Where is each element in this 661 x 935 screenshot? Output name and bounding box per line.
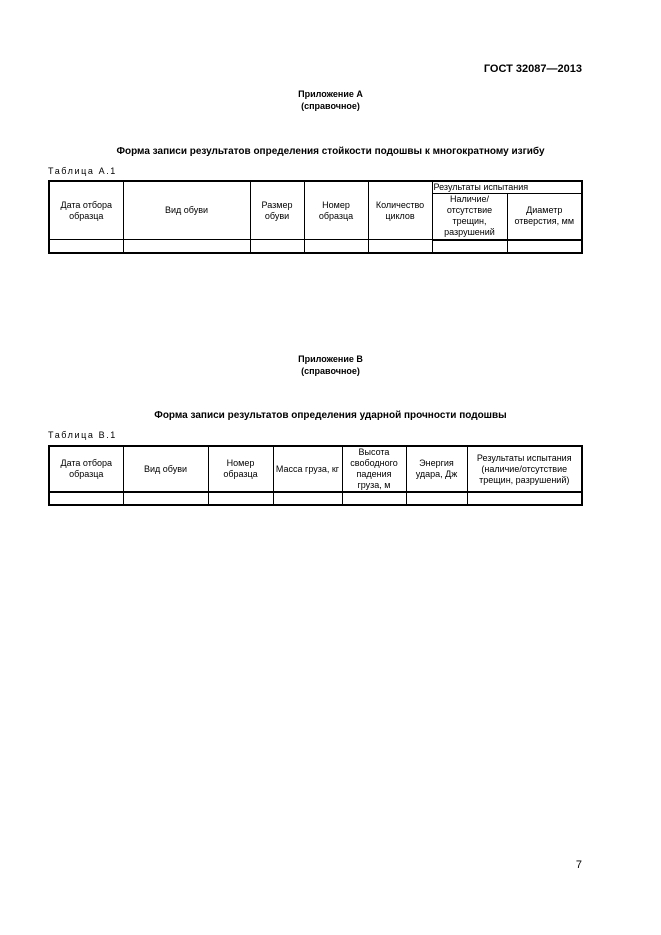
table-a1-caption: Таблица А.1 [48, 166, 117, 176]
table-b1-caption: Таблица В.1 [48, 430, 117, 440]
appendix-b-note: (справочное) [301, 366, 360, 376]
col-a-cycles: Количество циклов [368, 181, 432, 240]
appendix-a-title: Приложение А [298, 89, 363, 99]
col-a-diameter: Диаметр отверстия, мм [507, 194, 582, 240]
table-a1-empty-row [49, 240, 582, 253]
col-b-results: Результаты испытания (наличие/отсутствие трещин, разрушений) [467, 446, 582, 492]
col-b-energy: Энергия удара, Дж [406, 446, 467, 492]
appendix-b-title: Приложение В [298, 354, 363, 364]
col-b-number: Номер образца [208, 446, 273, 492]
col-b-type: Вид обуви [123, 446, 208, 492]
col-a-cracks: Наличие/ отсутствие трещин, разрушений [432, 194, 507, 240]
col-b-date: Дата отбора образца [49, 446, 123, 492]
table-b1-empty-row [49, 492, 582, 505]
col-a-date: Дата отбора образца [49, 181, 123, 240]
appendix-a-heading [0, 88, 661, 112]
col-a-type: Вид обуви [123, 181, 250, 240]
col-a-results-group: Результаты испытания [432, 181, 582, 194]
appendix-b-heading [0, 353, 661, 377]
page-number: 7 [575, 859, 582, 871]
col-b-mass: Масса груза, кг [273, 446, 342, 492]
col-a-number: Номер образца [304, 181, 368, 240]
standard-number: ГОСТ 32087—2013 [483, 63, 582, 75]
appendix-a-form-title: Форма записи результатов определения стойкости подошвы к многократному изгибу [116, 146, 545, 157]
col-b-height: Высота свободного падения груза, м [342, 446, 406, 492]
col-a-size: Размер обуви [250, 181, 304, 240]
appendix-b-form-title: Форма записи результатов определения ударной прочности подошвы [154, 410, 507, 421]
appendix-a-note: (справочное) [301, 101, 360, 111]
table-b1 [48, 445, 583, 506]
table-a1 [48, 180, 583, 254]
